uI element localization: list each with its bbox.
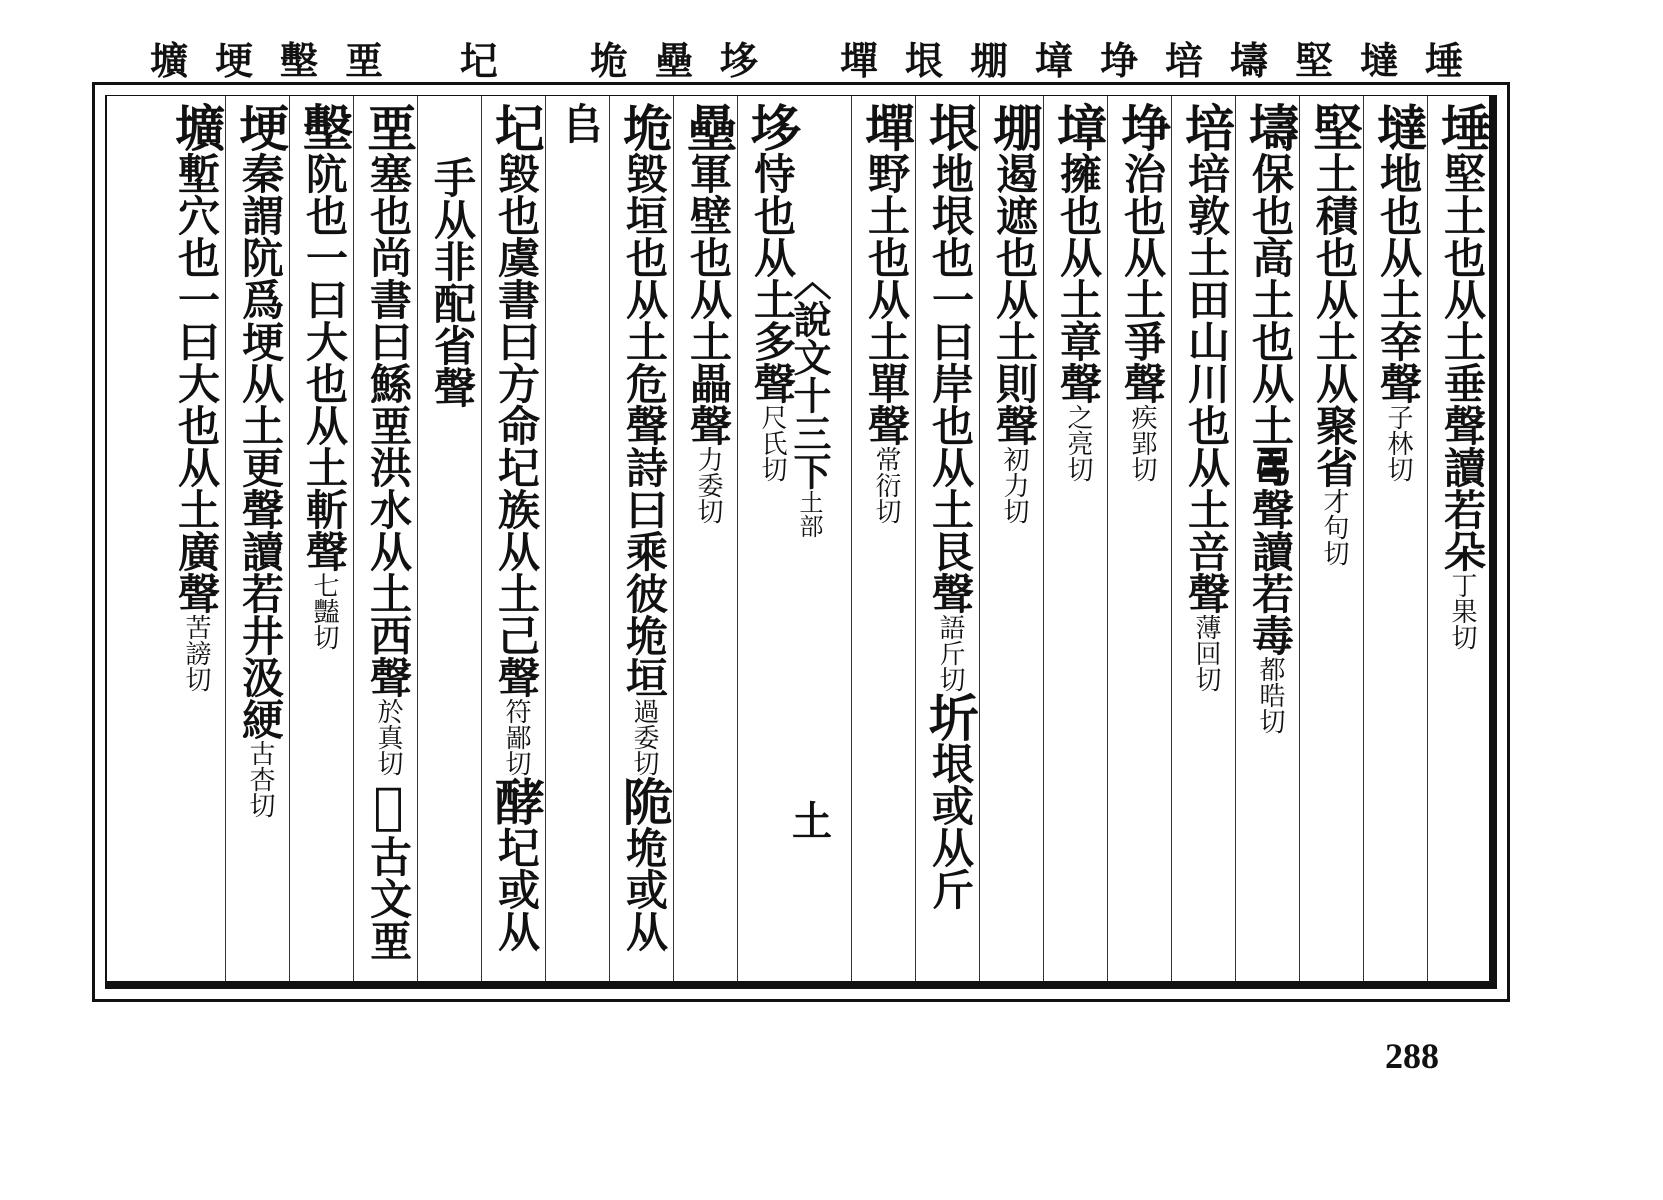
reading-note: 古杏切: [245, 740, 275, 818]
entry-column: [119, 96, 225, 981]
seal-glyph: 墶: [1369, 102, 1428, 152]
header-char: 壔: [1229, 38, 1270, 83]
entry-text: 遏遮也从土則聲: [990, 152, 1039, 446]
header-char: 墶: [1359, 38, 1400, 83]
seal-glyph: 埩: [1113, 102, 1172, 152]
seal-glyph: 埵: [1433, 102, 1492, 152]
volume-title: 說文十三下: [787, 300, 832, 490]
reading-note: 於真切: [373, 698, 403, 776]
header-char: 墠: [839, 38, 880, 83]
header-char: 墼: [279, 38, 320, 83]
entry-text: 毀垣也从土危聲詩曰乘彼垝垣: [620, 152, 669, 698]
seal-glyph: 墇: [1049, 102, 1108, 152]
reading-note: 力委切: [693, 446, 723, 524]
entry-text: 地垠也一曰岸也从土艮聲: [926, 152, 975, 614]
page-number: 288: [1385, 1036, 1439, 1076]
entry-text: 軍壁也从土畾聲: [684, 152, 733, 446]
seal-glyph: 培: [1177, 102, 1236, 152]
variant-text: 圮或从: [492, 826, 541, 952]
reading-note: 尺氏切: [757, 404, 787, 482]
entry-text: 毀也虞書曰方命圮族从土己聲: [492, 152, 541, 698]
fold-title: [784, 262, 834, 538]
entry-column: [1299, 96, 1363, 981]
reading-note: 子林切: [1383, 404, 1413, 482]
entry-column: [417, 96, 481, 981]
entry-text: 土積也从土从聚省: [1310, 152, 1359, 488]
entry-column: [737, 96, 801, 981]
entry-text: 地也从土㚔聲: [1374, 152, 1423, 404]
reading-note: 七豔切: [309, 572, 339, 650]
entry-text: 塞也尚書曰鯀垔洪水从土西聲: [364, 152, 413, 698]
header-char: 培: [1164, 38, 1205, 83]
seal-glyph: 墠: [857, 102, 916, 152]
entry-text: 手从非配省聲: [428, 156, 477, 408]
header-char: 埂: [214, 38, 255, 83]
entry-column: [609, 96, 673, 981]
variant-seal-glyph: 陒: [615, 776, 674, 826]
variant-seal-glyph: 圻: [921, 692, 980, 742]
header-char: 堅: [1294, 38, 1335, 83]
header-char: 墇: [1034, 38, 1075, 83]
header-char: 垝: [589, 38, 630, 83]
entry-text: 培敦土田山川也从土咅聲: [1182, 152, 1231, 614]
entry-column: [1235, 96, 1299, 981]
header-char: 垠: [904, 38, 945, 83]
seal-glyph: 壘: [679, 102, 738, 152]
entry-column: [851, 96, 915, 981]
reading-note: 之亮切: [1063, 404, 1093, 482]
entry-text: 治也从土爭聲: [1118, 152, 1167, 404]
header-char: 壘: [654, 38, 695, 83]
header-char: 壙: [149, 38, 190, 83]
variant-seal-glyph: 酵: [487, 776, 546, 826]
entry-text: 野土也从土單聲: [862, 152, 911, 446]
reading-note: 符鄙切: [501, 698, 531, 776]
seal-glyph: 垠: [921, 102, 980, 152]
reading-note: 薄回切: [1191, 614, 1221, 692]
entry-column: [673, 96, 737, 981]
header-char: 堋: [969, 38, 1010, 83]
entry-text: 阬也一曰大也从土斬聲: [300, 152, 349, 572]
variant-text: 垝或从: [620, 826, 669, 952]
reading-note: 語斤切: [935, 614, 965, 692]
entry-column: [1043, 96, 1107, 981]
seal-glyph: 圮: [487, 102, 546, 152]
header-char: 垑: [719, 38, 760, 83]
entry-text: 保也高土也从土𠷎聲讀若毒: [1246, 152, 1295, 656]
entry-column: [915, 96, 979, 981]
entry-column: [1363, 96, 1427, 981]
entry-column: [225, 96, 289, 981]
entry-column: [979, 96, 1043, 981]
entry-text: 恃也从土多聲: [748, 152, 797, 404]
seal-glyph: 壔: [1241, 102, 1300, 152]
reading-note: 都晧切: [1255, 656, 1285, 734]
entry-column: [1171, 96, 1235, 981]
page-frame: [92, 82, 1510, 1002]
fold-bracket: ︿: [787, 262, 832, 300]
entry-column: [289, 96, 353, 981]
entry-text: 堅土也从土垂聲讀若朵: [1438, 152, 1487, 572]
seal-glyph: 埂: [231, 102, 290, 152]
seal-glyph: 垝: [615, 102, 674, 152]
entry-text: 𠂤: [556, 102, 605, 144]
entry-text: 秦謂阬爲埂从土更聲讀若井汲綆: [236, 152, 285, 740]
entry-column: [353, 96, 417, 981]
entry-column: [481, 96, 545, 981]
entry-text: 擁也从土章聲: [1054, 152, 1103, 404]
seal-glyph: 垔: [359, 102, 418, 152]
seal-glyph: 墼: [295, 102, 354, 152]
section-label: 土部: [795, 490, 823, 538]
entry-text: 塹穴也一曰大也从土廣聲: [172, 152, 221, 614]
header-char: 垔: [344, 38, 385, 83]
variant-text: 古文垔: [364, 835, 413, 961]
reading-note: 過委切: [629, 698, 659, 776]
seal-glyph: 堋: [985, 102, 1044, 152]
variant-text: 垠或从斤: [926, 742, 975, 910]
seal-glyph: 壙: [167, 102, 226, 152]
variant-seal-glyph: 𡋟: [359, 776, 418, 835]
seal-glyph: 堅: [1305, 102, 1364, 152]
reading-note: 常衍切: [871, 446, 901, 524]
reading-note: 才句切: [1319, 488, 1349, 566]
header-char: 圮: [459, 38, 500, 83]
entry-column: [545, 96, 609, 981]
entry-column: [1107, 96, 1171, 981]
reading-note: 疾郢切: [1127, 404, 1157, 482]
header-char: 埵: [1424, 38, 1465, 83]
reading-note: 丁果切: [1447, 572, 1477, 650]
header-char: 埩: [1099, 38, 1140, 83]
header-row: [95, 30, 1505, 85]
entry-column: [1427, 96, 1491, 981]
fold-mark: 土: [792, 798, 832, 845]
seal-glyph: 垑: [743, 102, 802, 152]
text-block: [105, 95, 1497, 989]
reading-note: 苦謗切: [181, 614, 211, 692]
reading-note: 初力切: [999, 446, 1029, 524]
